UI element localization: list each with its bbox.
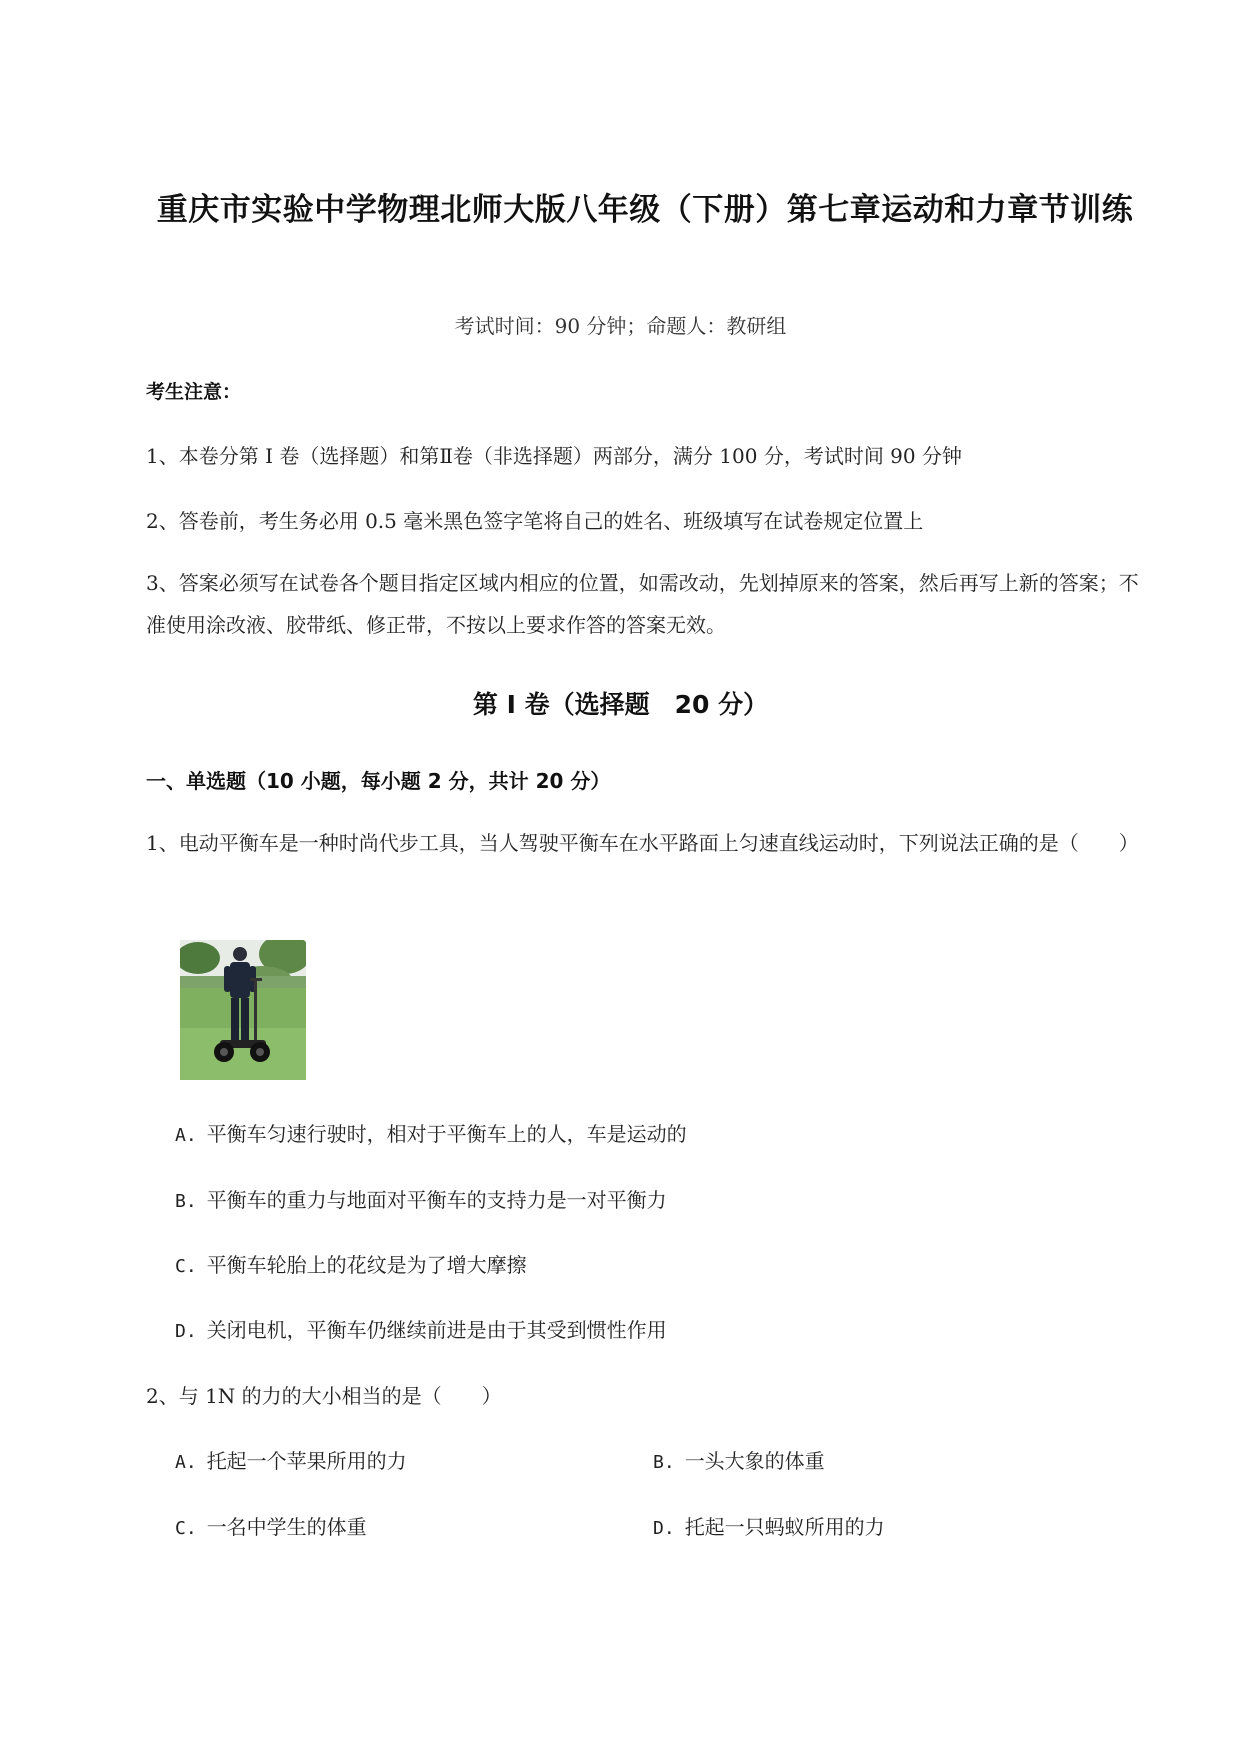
question-2-option-d xyxy=(653,1511,885,1540)
option-text: 托起一只蚂蚁所用的力 xyxy=(684,1515,885,1539)
option-text: 托起一个苹果所用的力 xyxy=(206,1449,407,1473)
option-letter: D. xyxy=(175,1321,197,1342)
question-2-option-c xyxy=(175,1511,367,1540)
option-letter: B. xyxy=(175,1191,197,1212)
option-text: 平衡车匀速行驶时，相对于平衡车上的人，车是运动的 xyxy=(206,1122,687,1146)
section-title: 第 I 卷（选择题 20 分） xyxy=(472,690,769,719)
option-text: 一名中学生的体重 xyxy=(206,1515,367,1539)
option-letter: B. xyxy=(653,1452,675,1473)
balance-scooter-photo xyxy=(180,940,306,1080)
question-2-option-a xyxy=(175,1445,407,1474)
page-title: 重庆市实验中学物理北师大版八年级（下册）第七章运动和力章节训练 xyxy=(156,192,1134,228)
option-text: 关闭电机，平衡车仍继续前进是由于其受到惯性作用 xyxy=(206,1318,667,1342)
exam-subtitle: 考试时间：90 分钟；命题人：教研组 xyxy=(454,314,787,338)
notice-item-1: 1、本卷分第 I 卷（选择题）和第Ⅱ卷（非选择题）两部分，满分 100 分，考试时间 90 分钟 xyxy=(146,444,962,468)
question-1-option-a xyxy=(175,1118,687,1147)
option-letter: C. xyxy=(175,1518,197,1539)
option-letter: A. xyxy=(175,1125,197,1146)
option-text: 平衡车的重力与地面对平衡车的支持力是一对平衡力 xyxy=(206,1188,667,1212)
notice-item-3: 3、答案必须写在试卷各个题目指定区域内相应的位置，如需改动，先划掉原来的答案，然后再写上新的答案；不准使用涂改液、胶带纸、修正带，不按以上要求作答的答案无效。 xyxy=(146,571,1139,637)
option-letter: C. xyxy=(175,1256,197,1277)
option-letter: A. xyxy=(175,1452,197,1473)
notice-item-2: 2、答卷前，考生务必用 0.5 毫米黑色签字笔将自己的姓名、班级填写在试卷规定位置上 xyxy=(146,509,924,533)
question-1-option-c xyxy=(175,1249,527,1278)
question-1-option-d xyxy=(175,1314,667,1343)
option-text: 一头大象的体重 xyxy=(684,1449,825,1473)
option-letter: D. xyxy=(653,1518,675,1539)
notice-heading: 考生注意： xyxy=(146,381,242,403)
question-1-stem: 1、电动平衡车是一种时尚代步工具，当人驾驶平衡车在水平路面上匀速直线运动时，下列说法正确的是（ ） xyxy=(146,831,1139,855)
question-2-stem: 2、与 1N 的力的大小相当的是（ ） xyxy=(146,1384,502,1408)
option-text: 平衡车轮胎上的花纹是为了增大摩擦 xyxy=(206,1253,527,1277)
question-1-option-b xyxy=(175,1184,667,1213)
question-2-option-b xyxy=(653,1445,825,1474)
group-heading: 一、单选题（10 小题，每小题 2 分，共计 20 分） xyxy=(146,769,611,793)
